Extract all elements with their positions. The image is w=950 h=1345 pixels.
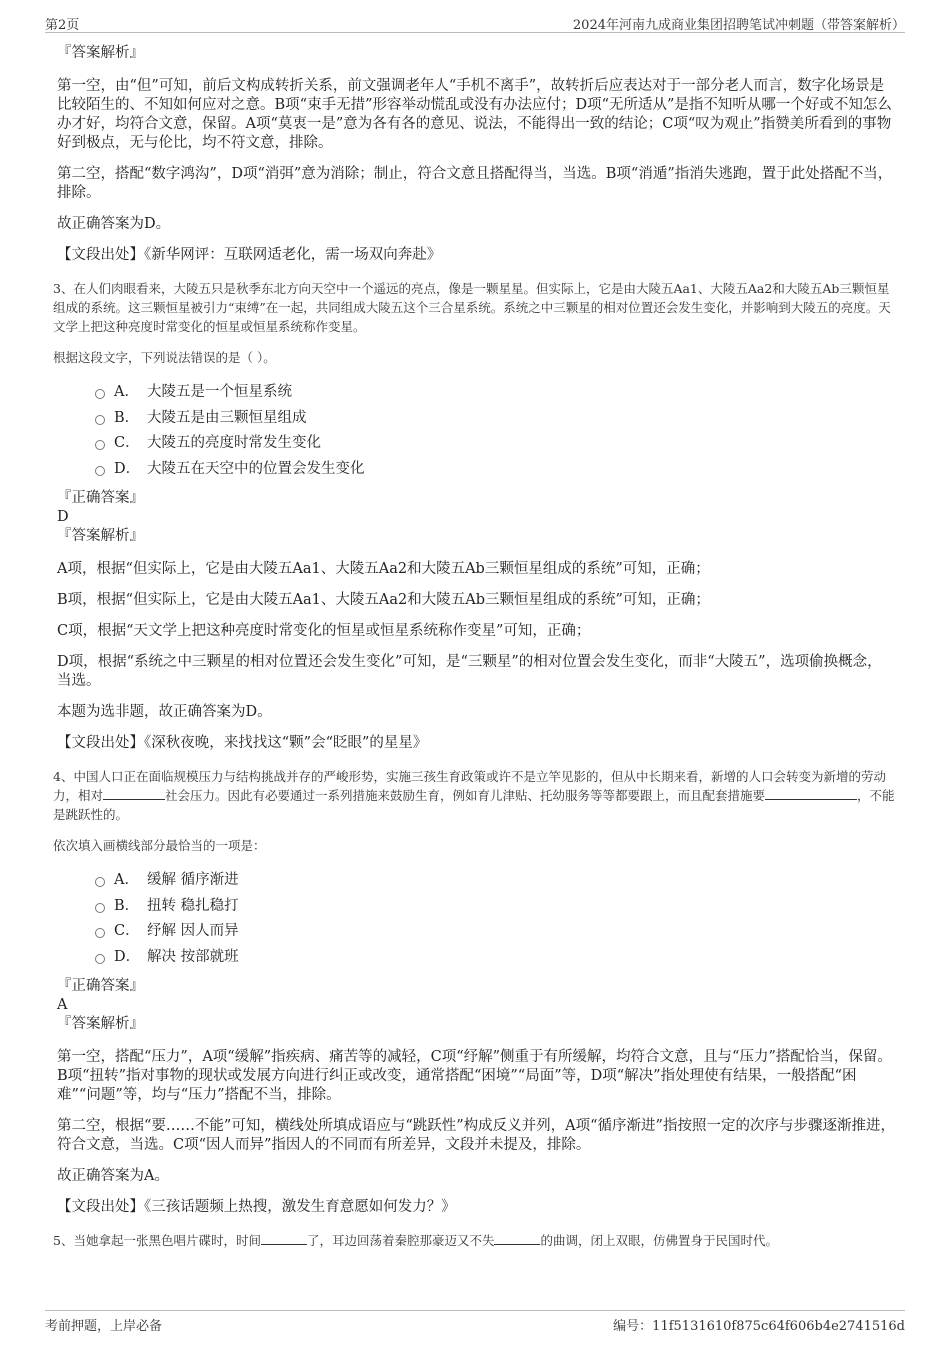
page-header [45,10,905,33]
radio-icon[interactable] [95,389,105,399]
analysis-paragraph: D项，根据“系统之中三颗星的相对位置还会发生变化”可知，是“三颗星”的相对位置会发生变化，而非“大陵五”，选项偷换概念，当选。 [57,654,882,689]
option-text: 缓解 循序渐进 [147,872,239,888]
option-letter: C． [114,435,140,451]
option-b[interactable] [95,409,895,435]
option-a[interactable] [95,383,895,409]
option-text: 大陵五是一个恒星系统 [147,384,292,400]
radio-icon[interactable] [95,903,105,913]
option-list [95,871,895,973]
answer-conclusion: 本题为选非题，故正确答案为D。 [57,704,272,720]
fill-blank [261,1231,307,1245]
stem-text: 了，耳边回荡着秦腔那豪迈又不失 [306,1233,495,1248]
option-c[interactable] [95,922,895,948]
source-citation: 【文段出处】《三孩话题频上热搜，激发生育意愿如何发力？》 [57,1199,456,1215]
question-stem [53,1231,895,1250]
answer-conclusion: 故正确答案为A。 [57,1168,169,1184]
question-stem [53,767,895,824]
stem-text: 4、中国人口正在面临规模压力与结构挑战并存的严峻形势，实施三孩生育政策或许不是立竿见影的，但从中长期来看，新增的人口会转变为新增的劳动力，相对 [53,769,886,803]
option-b[interactable] [95,897,895,923]
option-letter: A． [114,384,139,400]
analysis-paragraph: 第二空，搭配“数字鸿沟”，D项“消弭”意为消除；制止，符合文意且搭配得当，当选。B项“消遁”指消失逃跑，置于此处搭配不当，排除。 [57,166,893,201]
analysis-paragraph: 第二空，根据“要……不能”可知，横线处所填成语应与“跳跃性”构成反义并列，A项“循序渐进”指按照一定的次序与步骤逐渐推进，符合文意，当选。C项“因人而异”指因人的不同而有所差异，文段并未提及，排除。 [57,1118,895,1153]
radio-icon[interactable] [95,415,105,425]
page-number: 第2页 [45,18,80,33]
analysis-tag: 『答案解析』 [57,1016,144,1032]
radio-icon[interactable] [95,877,105,887]
analysis-paragraph: 第一空，由“但”可知，前后文构成转折关系，前文强调老年人“手机不离手”，故转折后应表达对于一部分老人而言，数字化场景是比较陌生的、不知如何应对之意。B项“束手无措”形容举动慌乱或没有办法应付；D项“无所适从”是指不知听从哪一个好或不知怎么办才好，均符合文意，保留。A项“莫衷一是”意为各有各的意见、说法，不能得出一致的结论；C项“叹为观止”指赞美所看到的事物好到极点，无与伦比，均不符文意，排除。 [57,78,892,151]
stem-text: 的曲调，闭上双眼，仿佛置身于民国时代。 [540,1233,778,1248]
page-content [53,44,895,1262]
analysis-paragraph: B项，根据“但实际上，它是由大陵五Aa1、大陵五Aa2和大陵五Ab三颗恒星组成的系统”可知，正确； [57,592,710,608]
footer-slogan: 考前押题，上岸必备 [45,1319,163,1334]
stem-text: 社会压力。因此有必要通过一系列措施来鼓励生育，例如育儿津贴、托幼服务等等都要跟上，而且配套措施要 [165,788,766,803]
option-text: 解决 按部就班 [147,948,239,965]
fill-blank [494,1231,540,1245]
question-stem: 3、在人们肉眼看来，大陵五只是秋季东北方向天空中一个遥远的亮点，像是一颗星星。但实际上，它是由大陵五Aa1、大陵五Aa2和大陵五Ab三颗恒星组成的系统。这三颗恒星被引力“束缚”在一起，共同组成大陵五这个三合星系统。系统之中三颗星的相对位置还会发生变化，并影响到大陵五的亮度。天文学上把这种亮度时常变化的恒星或恒星系统称作变星。 [53,281,891,334]
option-letter: D． [114,948,141,965]
option-text: 大陵五是由三颗恒星组成 [147,409,307,426]
analysis-paragraph: A项，根据“但实际上，它是由大陵五Aa1、大陵五Aa2和大陵五Ab三颗恒星组成的系统”可知，正确； [57,561,710,577]
source-citation: 【文段出处】《新华网评：互联网适老化，需一场双向奔赴》 [57,247,442,263]
option-text: 大陵五的亮度时常发生变化 [147,435,321,451]
option-letter: D． [114,460,141,477]
fill-blank [765,786,857,800]
option-letter: B． [114,897,140,914]
correct-answer-tag: 『正确答案』 [57,978,144,994]
option-letter: A． [114,872,139,888]
stem-text: ，不能是跳跃性的。 [53,788,895,822]
option-d[interactable] [95,460,895,486]
correct-answer: A [57,997,68,1013]
source-citation: 【文段出处】《深秋夜晚，来找找这“颗”会“眨眼”的星星》 [57,735,428,751]
radio-icon[interactable] [95,466,105,476]
correct-answer-tag: 『正确答案』 [57,490,144,506]
document-title: 2024年河南九成商业集团招聘笔试冲刺题（带答案解析） [572,18,905,33]
document-id: 编号：11f5131610f875c64f606b4e2741516d [613,1319,905,1334]
option-c[interactable] [95,434,895,460]
radio-icon[interactable] [95,954,105,964]
analysis-tag: 『答案解析』 [57,528,144,544]
option-letter: B． [114,409,140,426]
fill-blank [103,786,165,800]
radio-icon[interactable] [95,440,105,450]
option-letter: C． [114,923,140,939]
correct-answer: D [57,509,69,525]
option-text: 扭转 稳扎稳打 [147,897,239,914]
analysis-paragraph: 第一空，搭配“压力”，A项“缓解”指疾病、痛苦等的减轻，C项“纾解”侧重于有所缓解，均符合文意，且与“压力”搭配恰当，保留。B项“扭转”指对事物的现状或发展方向进行纠正或改变，通常搭配“困境”“局面”等，D项“解决”指处理使有结果，一般搭配“困难”“问题”等，均与“压力”搭配不当，排除。 [57,1049,892,1103]
analysis-paragraph: C项，根据“天文学上把这种亮度时常变化的恒星或恒星系统称作变星”可知，正确； [57,623,591,639]
option-text: 纾解 因人而异 [147,923,239,939]
option-d[interactable] [95,948,895,974]
question-ask: 根据这段文字，下列说法错误的是（ ）。 [53,350,276,365]
page-footer [45,1310,905,1335]
analysis-tag: 『答案解析』 [57,45,144,61]
radio-icon[interactable] [95,928,105,938]
question-ask: 依次填入画横线部分最恰当的一项是： [53,838,266,853]
stem-text: 5、当她拿起一张黑色唱片碟时，时间 [53,1233,261,1248]
option-list [95,383,895,485]
option-text: 大陵五在天空中的位置会发生变化 [147,460,365,477]
answer-conclusion: 故正确答案为D。 [57,216,171,232]
option-a[interactable] [95,871,895,897]
